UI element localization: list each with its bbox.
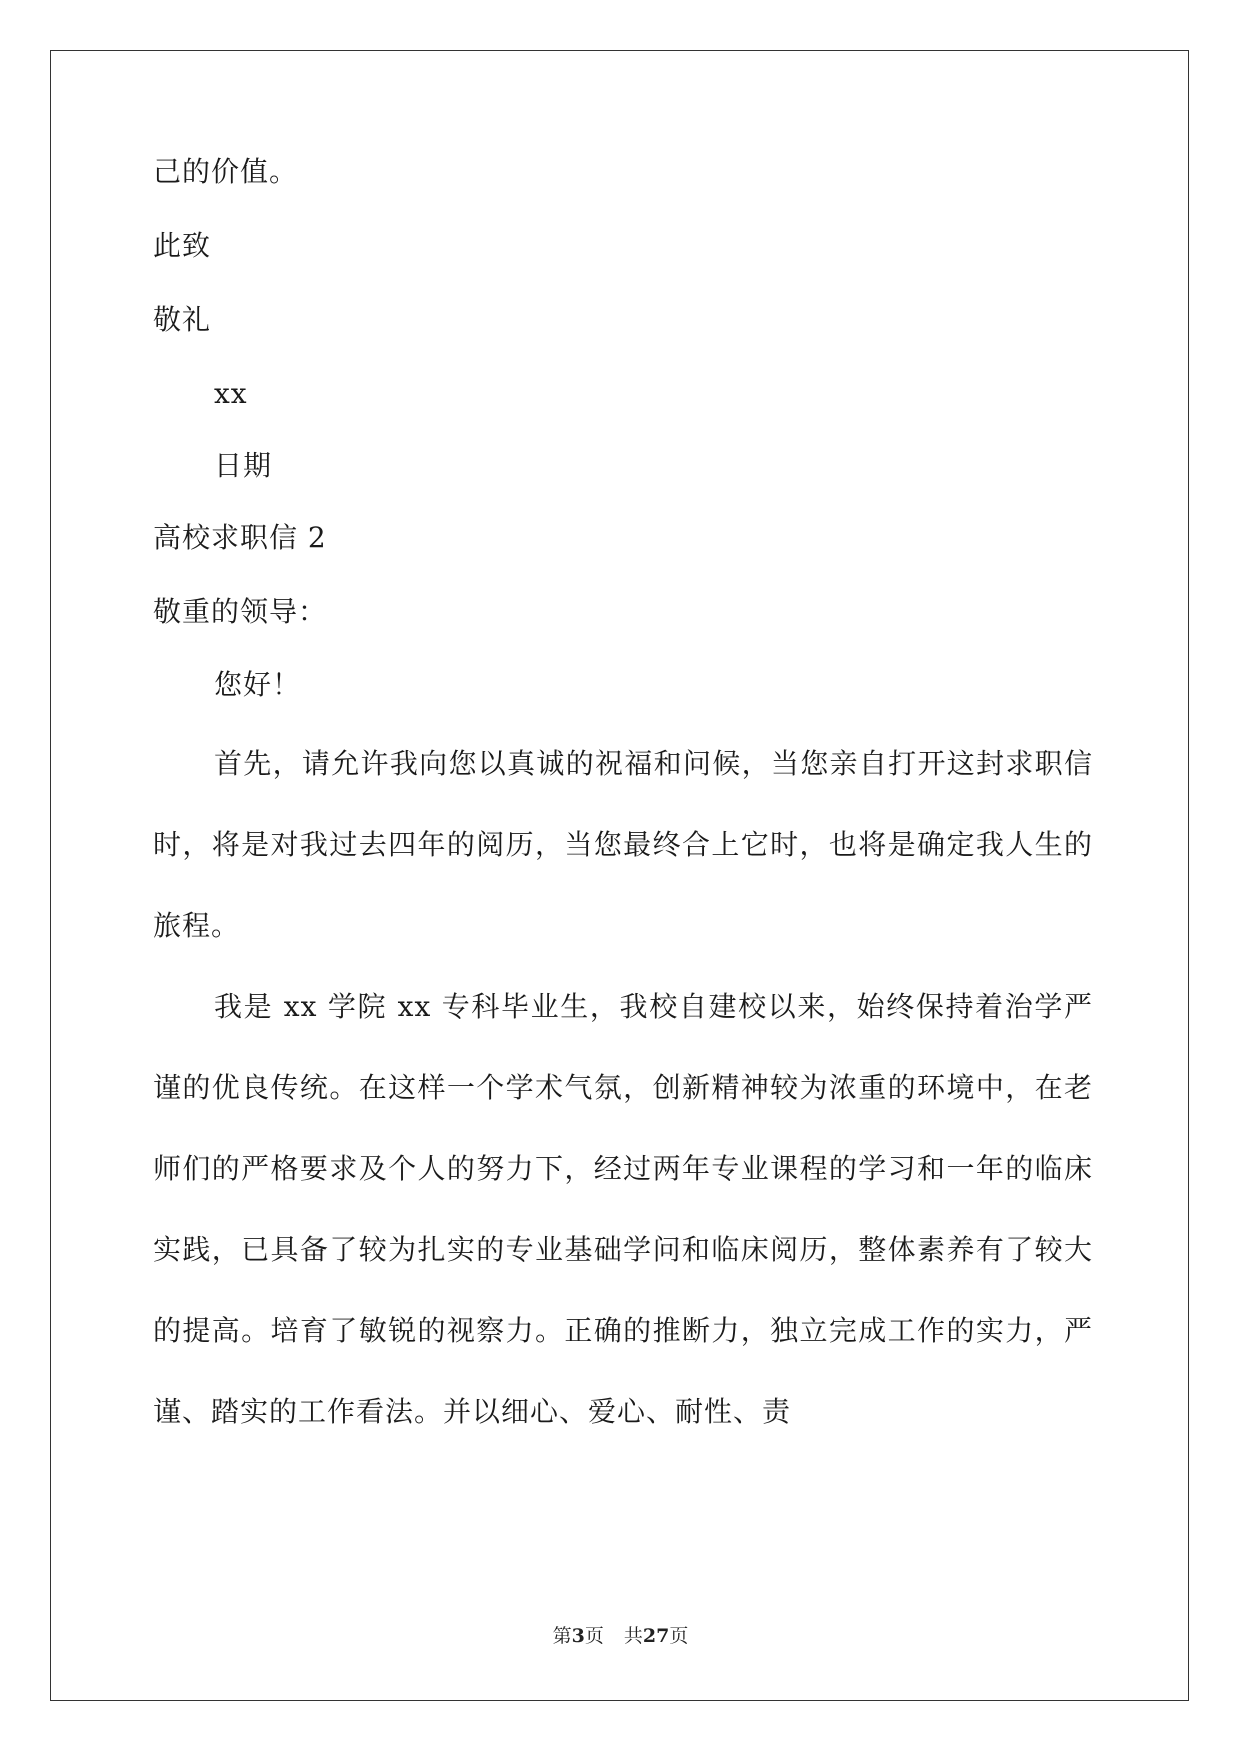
page-prefix: 第 [552, 1625, 572, 1647]
total-suffix: 页 [669, 1625, 689, 1647]
closing-value-line: 己的价值。 [153, 155, 299, 188]
letter-title: 高校求职信 2 [153, 521, 327, 554]
total-prefix: 共 [623, 1625, 643, 1647]
salutation-line-2: 敬礼 [153, 303, 212, 336]
page-footer [0, 1624, 1241, 1648]
page-current: 3 [571, 1625, 585, 1647]
signature-date: 日期 [214, 449, 273, 482]
body-paragraph-2: 我是 xx 学院 xx 专科毕业生，我校自建校以来，始终保持着治学严谨的优良传统。在这样一个学术气氛，创新精神较为浓重的环境中，在老师们的严格要求及个人的努力下，经过两年专业课程的学习和一年的临床实践，已具备了较为扎实的专业基础学问和临床阅历，整体素养有了较大的提高。培育了敏锐的视察力。正确的推断力，独立完成工作的实力，严谨、踏实的工作看法。并以细心、爱心、耐性、责 [153, 990, 1093, 1428]
body-paragraph-1: 首先，请允许我向您以真诚的祝福和问候，当您亲自打开这封求职信时，将是对我过去四年的阅历，当您最终合上它时，也将是确定我人生的旅程。 [153, 747, 1093, 942]
page-suffix: 页 [584, 1625, 604, 1647]
signature-name: xx [214, 377, 248, 410]
greeting-hello: 您好！ [214, 668, 302, 701]
salutation-line-1: 此致 [153, 229, 212, 262]
greeting-recipient: 敬重的领导： [153, 595, 328, 628]
page-total: 27 [642, 1625, 670, 1647]
